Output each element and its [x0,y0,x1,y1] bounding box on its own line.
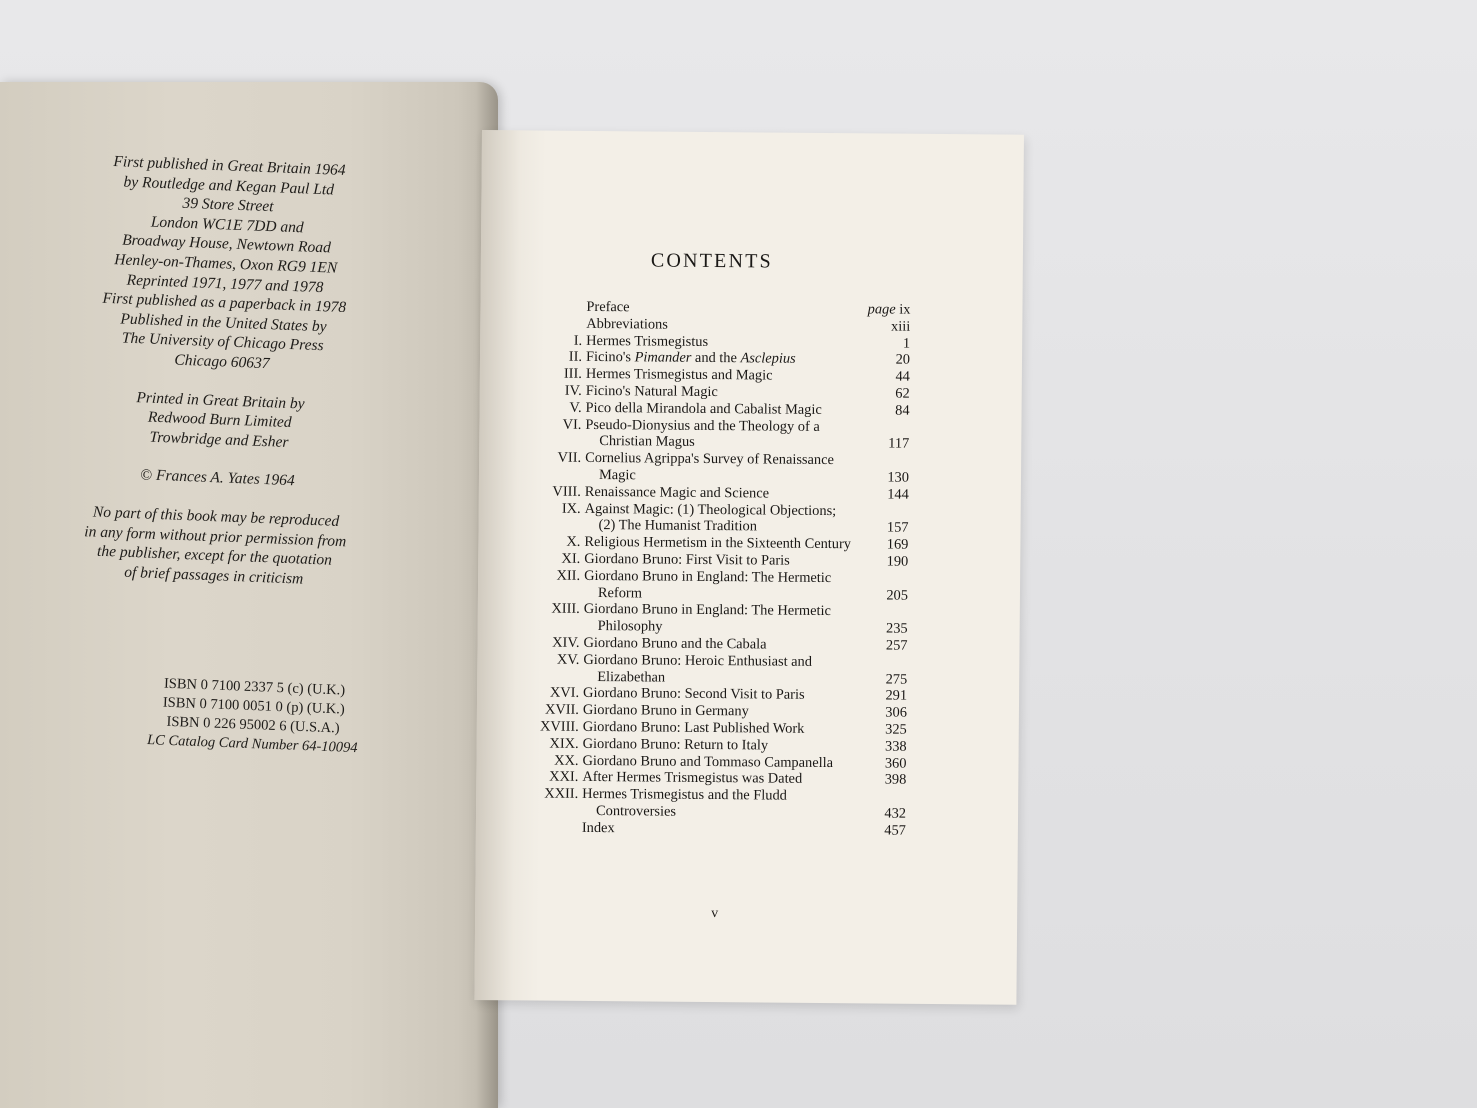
page-reference [885,705,907,722]
imprint-text [43,150,400,611]
chapter-title-line: Giordano Bruno in England: The Hermetic [583,601,832,620]
imprint-line: Chicago 60637 [174,351,270,373]
isbn-line: ISBN 0 7100 0051 0 (p) (U.K.) [162,694,346,718]
chapter-title-line: Giordano Bruno and Tommaso Campanella [582,752,834,771]
chapter-title-continuation: (2) The Humanist Tradition [598,517,758,535]
title-part: Ficino's [585,349,635,366]
chapter-number: XIII. [551,600,580,618]
page-value: 144 [887,486,909,503]
chapter-title-line: Cornelius Agrippa's Survey of Renaissance [585,450,834,469]
chapter-title-line: Giordano Bruno: Last Published Work [582,718,805,737]
chapter-title-line: Renaissance Magic and Science [584,483,770,502]
page-value: 84 [895,402,910,419]
chapter-number: XIV. [552,634,580,651]
chapter-title-line: Preface [586,298,630,316]
copyright-symbol: © [140,466,153,485]
page-reference [886,621,908,638]
chapter-title-continuation: Magic [598,467,636,484]
printer-line: Printed in Great Britain by [136,388,305,413]
page-word: page [867,301,900,318]
page-reference [886,587,908,604]
rights-line: in any form without prior permission from [84,522,347,550]
chapter-number: XXII. [544,785,579,802]
page-value: 130 [887,469,910,486]
page-reference [868,301,911,318]
chapter-number: XVI. [549,684,580,702]
chapter-number: V. [569,399,582,416]
imprint-line: Broadway House, Newtown Road [121,231,332,257]
isbn-line: ISBN 0 7100 2337 5 (c) (U.K.) [163,675,346,699]
page-reference [885,721,907,738]
page-reference [895,402,910,419]
chapter-title-line: Giordano Bruno: First Visit to Paris [584,550,790,569]
printer-info [49,384,391,456]
chapter-title-line: Religious Hermetism in the Sixteenth Century [584,534,852,553]
italic-title-part: Pimander [634,349,692,367]
chapter-title-line: Abbreviations [586,315,668,333]
chapter-number: XIX. [549,735,579,752]
page-value: 457 [884,822,906,839]
page-number: v [711,906,719,922]
chapter-number: XI. [561,550,581,567]
lc-catalog-number: LC Catalog Card Number 64-10094 [146,732,358,757]
toc-entry [526,786,906,823]
page-reference [896,352,911,369]
page-title: CONTENTS [650,249,774,273]
chapter-title-line: Giordano Bruno: Second Visit to Paris [583,685,805,704]
page-value: 338 [884,738,907,755]
page-reference [884,822,906,839]
chapter-title [582,786,866,822]
page-value: 325 [885,721,907,738]
toc-entry [526,819,906,839]
chapter-title-line: Hermes Trismegistus [586,332,709,350]
chapter-number: IV. [564,382,582,399]
page-value: 257 [885,637,908,654]
chapter-title [585,416,869,452]
rights-line: of brief passages in criticism [123,563,304,588]
chapter-title-line: Index [581,819,615,836]
table-of-contents [526,298,911,839]
printer-line: Redwood Burn Limited [147,408,292,432]
page-reference [886,671,908,688]
copyright-holder: Frances A. Yates 1964 [155,467,295,490]
chapter-number: XV. [556,651,580,668]
chapter-title-line: After Hermes Trismegistus was Dated [582,769,803,788]
page-value: 117 [888,435,910,453]
chapter-number: II. [568,349,583,366]
page-reference [885,738,907,755]
left-page-copyright [0,82,498,1108]
toc-entry [527,651,907,688]
toc-entry [528,500,908,537]
page-value: 205 [886,587,909,604]
chapter-title-continuation: Reform [597,584,643,601]
imprint-line: London WC1E 7DD and [150,213,304,237]
page-reference [885,755,907,772]
copyright-notice [47,462,388,495]
page-reference [888,436,909,453]
publication-history [52,150,400,378]
page-value: 398 [884,771,907,789]
page-value: ix [899,301,911,318]
chapter-number: XII. [556,567,581,584]
imprint-line: First published in Great Britain 1964 [113,153,346,179]
chapter-title-line: Giordano Bruno and the Cabala [583,634,767,653]
page-value: 275 [885,671,908,688]
italic-title-part: Asclepius [740,350,796,368]
chapter-title [584,568,868,604]
page-reference [895,386,910,403]
page-value: 20 [895,352,911,369]
chapter-title-line [586,349,796,367]
chapter-number: XX. [554,752,579,769]
chapter-number: XVIII. [539,718,579,735]
title-part: and the [691,350,741,367]
imprint-line: Reprinted 1971, 1977 and 1978 [126,271,324,296]
chapter-number: I. [573,332,583,349]
page-reference [903,335,910,352]
page-reference [895,369,910,386]
chapter-title-line: Hermes Trismegistus and Magic [585,366,773,384]
chapter-title-continuation: Elizabethan [597,668,666,686]
toc-entry [528,567,908,604]
page-value: 190 [886,553,909,570]
chapter-title [583,652,867,688]
chapter-title [582,820,866,839]
chapter-number: VII. [557,449,582,467]
chapter-title-line: Ficino's Natural Magic [585,382,718,401]
chapter-title-line: Giordano Bruno: Heroic Enthusiast and [583,651,813,670]
chapter-number: VIII. [552,483,581,500]
printer-line: Trowbridge and Esher [149,428,289,451]
page-value: 291 [885,687,908,705]
page-value: 157 [886,519,909,537]
imprint-line: Published in the United States by [120,310,327,336]
toc-entry [528,601,908,638]
page-value: 169 [886,536,909,553]
page-reference [885,688,907,705]
chapter-number: VI. [562,416,582,433]
page-value: 360 [884,755,907,772]
isbn-line: ISBN 0 226 95002 6 (U.S.A.) [166,713,340,737]
page-reference [885,772,907,789]
chapter-title-continuation: Christian Magus [599,433,695,451]
chapter-title [585,450,869,486]
chapter-title-line: Hermes Trismegistus and the Fludd [582,786,787,804]
right-page-contents [474,130,1024,1005]
page-value: 44 [895,368,910,385]
page-value: 306 [885,704,907,721]
rights-notice [44,501,387,592]
rights-line: No part of this book may be reproduced [92,503,340,530]
chapter-title-line: Giordano Bruno: Return to Italy [582,735,769,754]
page-reference [886,637,908,654]
imprint-line: by Routledge and Kegan Paul Ltd [123,173,335,199]
chapter-title-line: Pico della Mirandola and Cabalist Magic [585,399,822,418]
toc-entry [529,450,909,487]
chapter-number: III. [563,365,582,383]
chapter-number: IX. [561,500,581,517]
chapter-title-continuation: Controversies [595,802,677,820]
chapter-title-line: Giordano Bruno in England: The Hermetic [584,567,832,586]
page-reference [887,520,909,537]
chapter-title-line: Pseudo-Dionysius and the Theology of a [585,416,820,435]
page-reference [887,470,909,487]
chapter-number: XVII. [544,701,580,718]
chapter-title [584,601,868,637]
page-reference [887,486,909,503]
chapter-title-line: Giordano Bruno in Germany [582,702,749,720]
page-reference [887,554,909,571]
chapter-title [584,500,868,536]
toc-entry [529,416,909,453]
page-value: 432 [884,805,907,822]
chapter-number: X. [566,533,581,551]
page-value: 1 [902,335,911,352]
imprint-line: The University of Chicago Press [121,329,324,355]
page-value: xiii [891,318,911,335]
imprint-line: Henley-on-Thames, Oxon RG9 1EN [114,251,338,277]
page-reference [884,805,906,822]
page-value: 62 [895,385,910,402]
page-reference [891,318,910,335]
isbn-block [92,672,415,760]
rights-line: the publisher, except for the quotation [96,542,333,569]
page-value: 235 [886,620,908,637]
chapter-title-continuation: Philosophy [597,618,663,635]
chapter-number: XXI. [549,768,579,786]
page-reference [887,537,909,554]
imprint-line: First published as a paperback in 1978 [102,289,347,317]
chapter-title-line: Against Magic: (1) Theological Objections; [584,500,837,519]
imprint-line: 39 Store Street [182,194,274,216]
